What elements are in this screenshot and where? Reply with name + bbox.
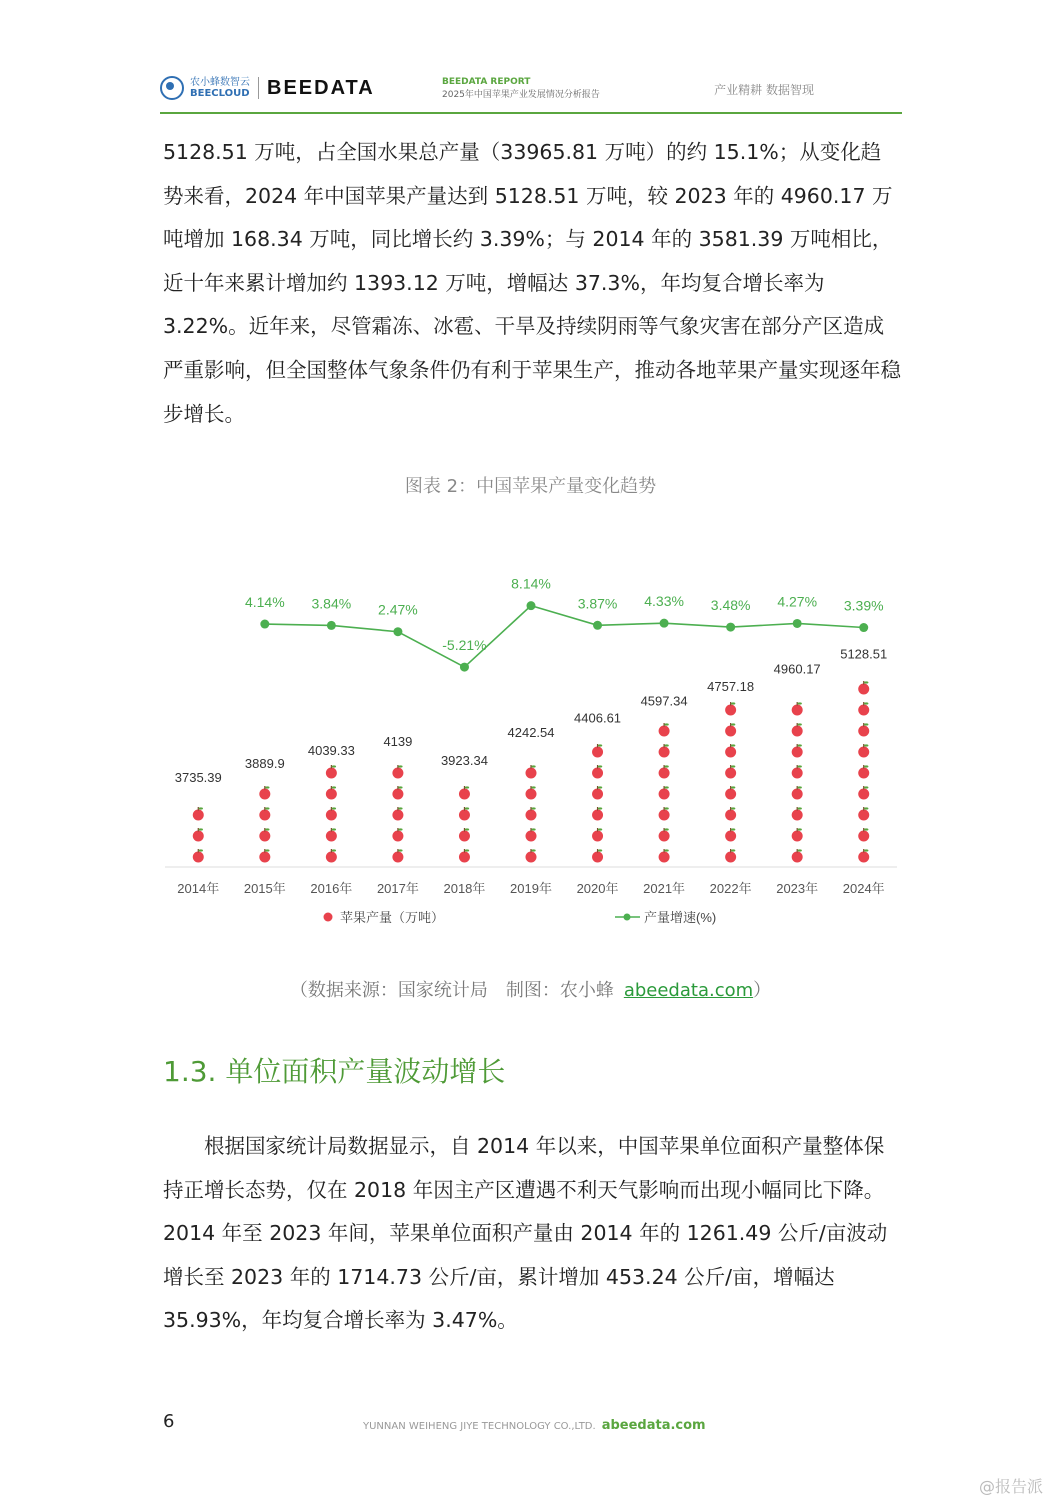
header-slogan: 产业精耕 数据智现 bbox=[714, 83, 814, 97]
production-value-label: 4757.18 bbox=[707, 679, 755, 695]
chart-source bbox=[0, 976, 1061, 1002]
apple-icon bbox=[526, 828, 537, 842]
apple-icon bbox=[792, 765, 803, 779]
production-value-label: 4139 bbox=[383, 734, 413, 750]
company-name: YUNNAN WEIHENG JIYE TECHNOLOGY CO.,LTD. bbox=[363, 1421, 596, 1432]
source-close: ） bbox=[753, 980, 772, 1001]
report-title: 2025年中国苹果产业发展情况分析报告 bbox=[442, 90, 600, 100]
apple-icon bbox=[792, 828, 803, 842]
production-value-label: 3923.34 bbox=[440, 753, 488, 769]
apple-icon bbox=[725, 765, 736, 779]
x-tick-label: 2022年 bbox=[709, 881, 752, 896]
page-number: 6 bbox=[163, 1411, 175, 1432]
apple-icon bbox=[858, 849, 869, 863]
production-bar bbox=[858, 681, 869, 863]
growth-value-label: 4.33% bbox=[644, 593, 684, 610]
apple-icon bbox=[326, 786, 337, 800]
x-tick-label: 2021年 bbox=[643, 881, 686, 896]
x-tick-label: 2015年 bbox=[243, 881, 286, 896]
apple-icon bbox=[858, 807, 869, 821]
growth-value-label: 4.14% bbox=[244, 594, 285, 611]
production-value-label: 4406.61 bbox=[574, 710, 622, 726]
apple-icon bbox=[193, 849, 204, 863]
growth-value-label: 3.84% bbox=[311, 595, 352, 612]
apple-icon bbox=[659, 786, 670, 800]
apple-icon bbox=[792, 702, 803, 716]
x-tick-label: 2016年 bbox=[310, 881, 353, 896]
apple-icon bbox=[858, 702, 869, 716]
apple-icon bbox=[526, 807, 537, 821]
apple-icon bbox=[659, 849, 670, 863]
apple-icon bbox=[459, 807, 470, 821]
apple-icon bbox=[392, 849, 403, 863]
apple-icon bbox=[459, 828, 470, 842]
apple-icon bbox=[792, 849, 803, 863]
apple-icon bbox=[725, 702, 736, 716]
apple-icon bbox=[725, 744, 736, 758]
apple-icon bbox=[259, 807, 270, 821]
apple-icon bbox=[659, 765, 670, 779]
footer-site[interactable]: abeedata.com bbox=[601, 1418, 706, 1433]
growth-value-label: 3.48% bbox=[710, 597, 751, 614]
apple-icon bbox=[259, 786, 270, 800]
apple-icon bbox=[526, 765, 537, 779]
source-link[interactable]: abeedata.com bbox=[623, 980, 754, 1001]
apple-icon bbox=[858, 765, 869, 779]
apple-icon bbox=[792, 786, 803, 800]
apple-icon bbox=[259, 828, 270, 842]
apple-icon bbox=[725, 723, 736, 737]
report-label: BEEDATA REPORT bbox=[442, 77, 531, 87]
apple-icon bbox=[858, 828, 869, 842]
apple-production-chart bbox=[160, 560, 900, 940]
apple-icon bbox=[659, 807, 670, 821]
growth-point bbox=[726, 623, 735, 632]
apple-icon bbox=[858, 723, 869, 737]
growth-value-label: -5.21% bbox=[442, 637, 487, 654]
apple-icon bbox=[792, 807, 803, 821]
production-bar bbox=[259, 786, 270, 863]
chart-legend bbox=[324, 910, 717, 925]
apple-icon bbox=[392, 765, 403, 779]
apple-icon bbox=[526, 849, 537, 863]
report-heading bbox=[442, 76, 600, 102]
production-value-label: 4597.34 bbox=[640, 693, 688, 709]
production-value-label: 3889.9 bbox=[244, 756, 285, 772]
growth-point bbox=[527, 601, 536, 610]
apple-icon bbox=[459, 849, 470, 863]
growth-value-label: 4.27% bbox=[777, 593, 818, 610]
logo-divider bbox=[258, 77, 259, 99]
chart-caption: 图表 2：中国苹果产量变化趋势 bbox=[404, 476, 657, 497]
x-tick-label: 2019年 bbox=[510, 881, 552, 896]
growth-point bbox=[460, 663, 469, 672]
logo-cn-text: 农小蜂数智云 bbox=[190, 77, 250, 88]
apple-icon bbox=[592, 786, 603, 800]
apple-icon bbox=[725, 807, 736, 821]
growth-value-label: 8.14% bbox=[511, 575, 551, 592]
growth-point bbox=[859, 623, 868, 632]
growth-point bbox=[660, 619, 669, 628]
production-bar bbox=[459, 786, 470, 863]
production-bar bbox=[392, 765, 403, 863]
beedata-brand: BEEDATA bbox=[267, 76, 375, 99]
production-value-label: 3735.39 bbox=[174, 769, 222, 785]
apple-icon bbox=[392, 786, 403, 800]
x-tick-label: 2024年 bbox=[842, 881, 885, 896]
paragraph-text: 5128.51 万吨，占全国水果总产量（33965.81 万吨）的约 15.1%；从变化趋势来看，2024 年中国苹果产量达到 5128.51 万吨，较 2023 年的 4960.17 万吨增加 168.34 万吨，同比增长约 3.39%；与 2014 年的 3581.39 万吨相比，近十年来累计增加约 1393.12 万吨，增幅达 37.3%，年均复合增长率为 3.22%。近年来，尽管霜冻、冰雹、干旱及持续阴雨等气象灾害在部分产区造成严重影响，但全国整体气象条件仍有利于苹果生产，推动各地苹果产量实现逐年稳步增长。 bbox=[163, 140, 901, 426]
production-value-label: 4039.33 bbox=[307, 742, 355, 758]
growth-value-label: 3.87% bbox=[577, 595, 618, 612]
apple-icon bbox=[858, 744, 869, 758]
apple-icon bbox=[392, 807, 403, 821]
apple-icon bbox=[193, 828, 204, 842]
apple-icon bbox=[725, 828, 736, 842]
apple-icon bbox=[792, 723, 803, 737]
section-title: 1.3. 单位面积产量波动增长 bbox=[163, 1055, 506, 1088]
watermark: @报告派 bbox=[978, 1477, 1043, 1496]
x-tick-label: 2023年 bbox=[776, 881, 819, 896]
legend-dot-icon bbox=[624, 914, 631, 921]
production-bar bbox=[526, 765, 537, 863]
apple-icon bbox=[259, 849, 270, 863]
page-header bbox=[160, 70, 902, 114]
apple-icon bbox=[326, 828, 337, 842]
apple-icon bbox=[725, 786, 736, 800]
growth-point bbox=[793, 619, 802, 628]
growth-point bbox=[260, 620, 269, 629]
apple-icon bbox=[459, 786, 470, 800]
apple-icon bbox=[592, 765, 603, 779]
production-value-label: 4242.54 bbox=[507, 724, 555, 740]
apple-icon bbox=[725, 849, 736, 863]
production-bar bbox=[193, 807, 204, 863]
logo-en-text: BEECLOUD bbox=[190, 88, 250, 99]
apple-icon bbox=[659, 723, 670, 737]
production-bar bbox=[592, 744, 603, 863]
apple-icon bbox=[592, 849, 603, 863]
legend-growth-label: 产量增速(%) bbox=[644, 910, 717, 925]
x-tick-label: 2018年 bbox=[443, 881, 486, 896]
x-tick-label: 2014年 bbox=[177, 881, 220, 896]
production-bar bbox=[792, 702, 803, 863]
bee-logo-icon bbox=[160, 76, 184, 100]
apple-icon bbox=[526, 786, 537, 800]
apple-icon bbox=[326, 807, 337, 821]
footer-company bbox=[363, 1418, 706, 1433]
apple-icon bbox=[326, 849, 337, 863]
apple-icon bbox=[858, 681, 869, 695]
unit-yield-paragraph bbox=[163, 1125, 901, 1343]
production-bar bbox=[659, 723, 670, 863]
apple-icon bbox=[858, 786, 869, 800]
growth-point bbox=[393, 627, 402, 636]
production-value-label: 4960.17 bbox=[773, 661, 821, 677]
growth-value-label: 2.47% bbox=[378, 601, 418, 618]
apple-icon bbox=[659, 828, 670, 842]
legend-production-label: 苹果产量（万吨） bbox=[340, 910, 445, 925]
source-text: （数据来源：国家统计局 制图：农小蜂 bbox=[289, 980, 614, 1001]
production-value-label: 5128.51 bbox=[840, 646, 888, 662]
production-bar bbox=[725, 702, 736, 863]
intro-paragraph bbox=[163, 131, 901, 436]
x-tick-label: 2017年 bbox=[376, 881, 419, 896]
growth-point bbox=[327, 621, 336, 630]
apple-icon bbox=[592, 807, 603, 821]
beecloud-logo bbox=[160, 76, 375, 100]
paragraph-text: 根据国家统计局数据显示，自 2014 年以来，中国苹果单位面积产量整体保持正增长态势，仅在 2018 年因主产区遭遇不利天气影响而出现小幅同比下降。2014 年至 2023 年间，苹果单位面积产量由 2014 年的 1261.49 公斤/亩波动增长至 2023 年的 1714.73 公斤/亩，累计增加 453.24 公斤/亩，增幅达 35.93%，年均复合增长率为 3.47%。 bbox=[163, 1134, 888, 1333]
production-bar bbox=[326, 765, 337, 863]
apple-icon bbox=[326, 765, 337, 779]
apple-icon bbox=[792, 744, 803, 758]
apple-icon bbox=[392, 828, 403, 842]
apple-icon bbox=[592, 744, 603, 758]
x-tick-label: 2020年 bbox=[576, 881, 619, 896]
growth-rate-line bbox=[265, 606, 864, 667]
apple-icon bbox=[592, 828, 603, 842]
apple-icon bbox=[659, 744, 670, 758]
growth-point bbox=[593, 621, 602, 630]
legend-apple-icon bbox=[324, 913, 333, 922]
growth-value-label: 3.39% bbox=[843, 597, 884, 614]
apple-icon bbox=[193, 807, 204, 821]
